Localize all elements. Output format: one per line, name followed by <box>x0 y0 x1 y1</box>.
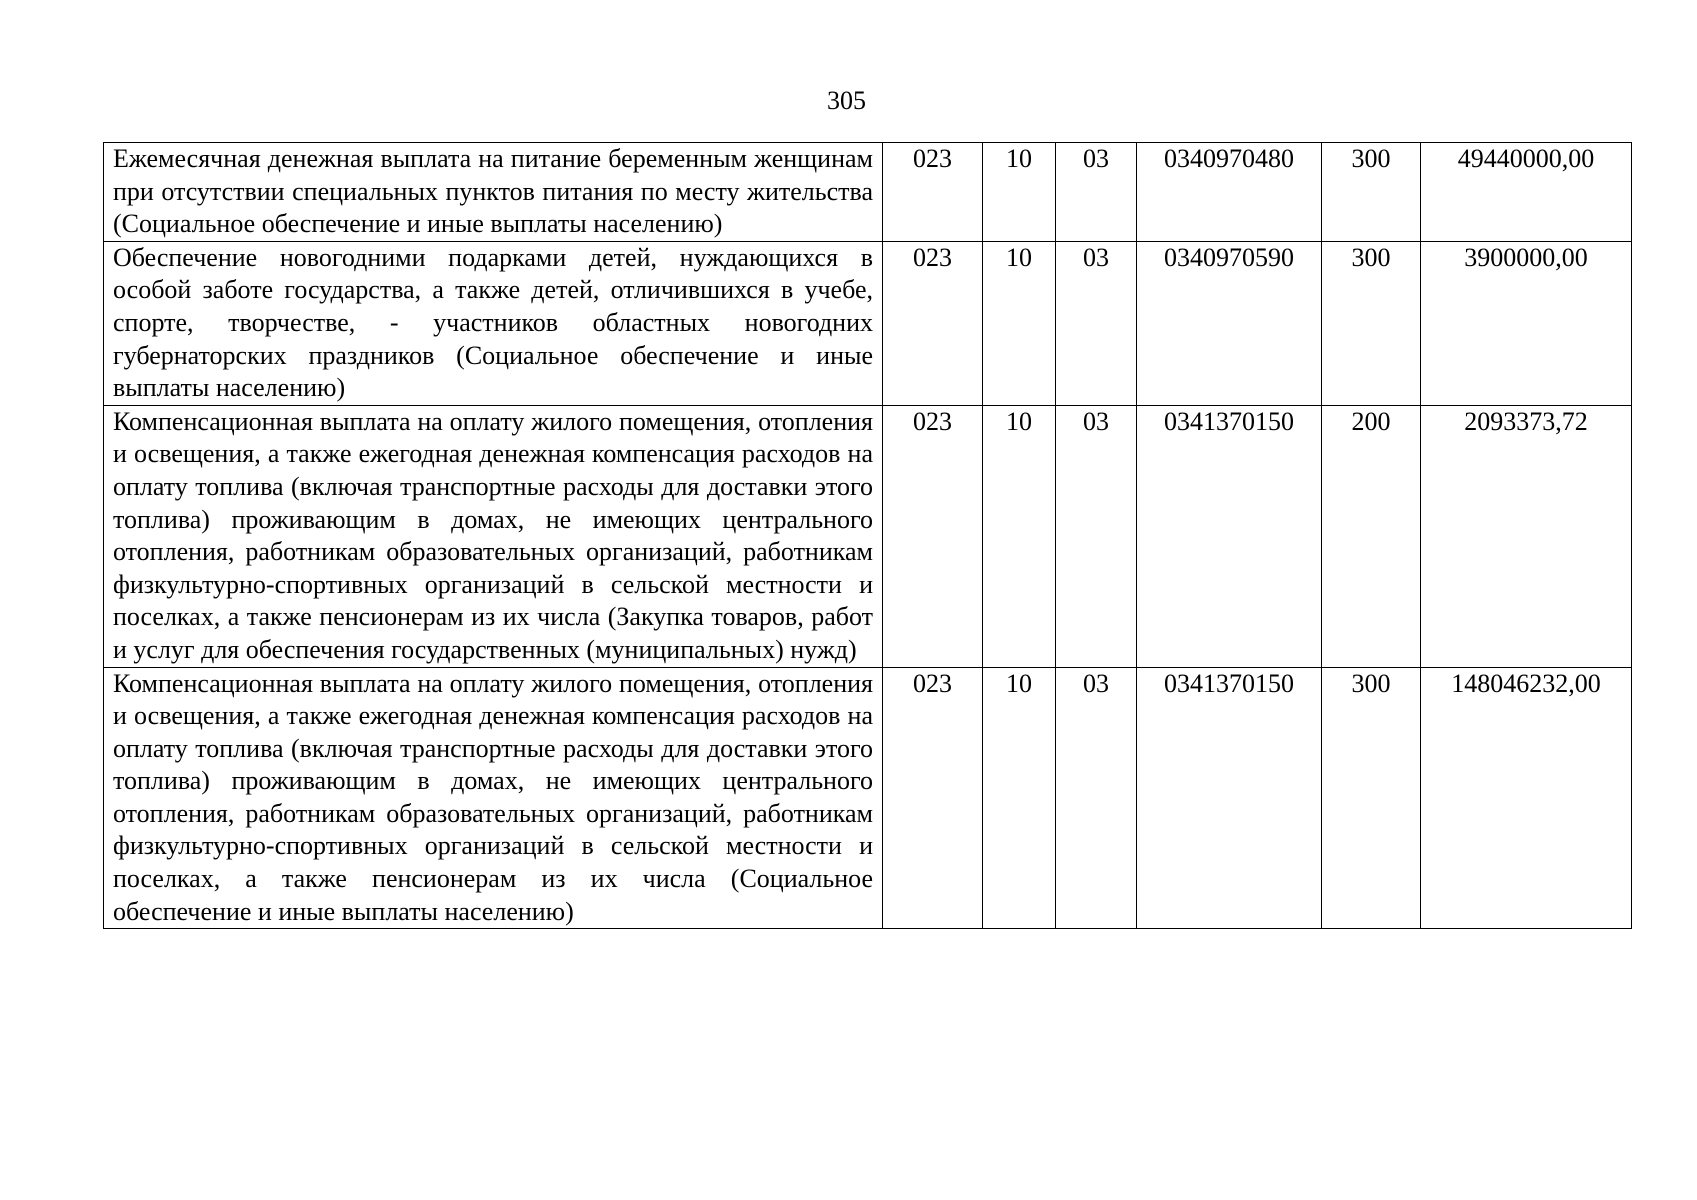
row-sum: 2093373,72 <box>1421 405 1632 667</box>
row-grbs-code: 023 <box>883 143 983 242</box>
row-target-article-code: 0340970480 <box>1137 143 1322 242</box>
row-section-code: 10 <box>983 143 1056 242</box>
row-description: Компенсационная выплата на оплату жилого помещения, отопления и освещения, а также ежегодная денежная компенсация расходов на оплату топлива (включая транспортные расходы для доставки этого топлива) проживающим в домах, не имеющих центрального отопления, работникам образовательных организаций, работникам физкультурно-спортивных организаций в сельской местности и поселках, а также пенсионерам из их числа (Закупка товаров, работ и услуг для обеспечения государственных (муниципальных) нужд) <box>104 405 883 667</box>
row-description: Компенсационная выплата на оплату жилого помещения, отопления и освещения, а также ежегодная денежная компенсация расходов на оплату топлива (включая транспортные расходы для доставки этого топлива) проживающим в домах, не имеющих центрального отопления, работникам образовательных организаций, работникам физкультурно-спортивных организаций в сельской местности и поселках, а также пенсионерам из их числа (Социальное обеспечение и иные выплаты населению) <box>104 667 883 929</box>
row-description: Обеспечение новогодними подарками детей, нуждающихся в особой заботе государства, а также детей, отличившихся в учебе, спорте, творчестве, - участников областных новогодних губернаторских праздников (Социальное обеспечение и иные выплаты населению) <box>104 241 883 405</box>
row-expense-type-code: 300 <box>1322 667 1421 929</box>
row-grbs-code: 023 <box>883 241 983 405</box>
row-description: Ежемесячная денежная выплата на питание беременным женщинам при отсутствии специальных пунктов питания по месту жительства (Социальное обеспечение и иные выплаты населению) <box>104 143 883 242</box>
row-sum: 3900000,00 <box>1421 241 1632 405</box>
page-number <box>0 86 1697 116</box>
table-row <box>104 667 1632 929</box>
row-section-code: 10 <box>983 241 1056 405</box>
table-row <box>104 405 1632 667</box>
row-subsection-code: 03 <box>1056 241 1137 405</box>
row-subsection-code: 03 <box>1056 405 1137 667</box>
page-number-text: 305 <box>827 86 866 115</box>
row-subsection-code: 03 <box>1056 143 1137 242</box>
budget-table <box>103 142 1632 929</box>
row-sum: 49440000,00 <box>1421 143 1632 242</box>
table-row <box>104 241 1632 405</box>
row-target-article-code: 0340970590 <box>1137 241 1322 405</box>
row-sum: 148046232,00 <box>1421 667 1632 929</box>
row-section-code: 10 <box>983 667 1056 929</box>
row-expense-type-code: 200 <box>1322 405 1421 667</box>
row-grbs-code: 023 <box>883 405 983 667</box>
row-expense-type-code: 300 <box>1322 241 1421 405</box>
table-row <box>104 143 1632 242</box>
row-section-code: 10 <box>983 405 1056 667</box>
row-target-article-code: 0341370150 <box>1137 405 1322 667</box>
row-expense-type-code: 300 <box>1322 143 1421 242</box>
row-grbs-code: 023 <box>883 667 983 929</box>
row-subsection-code: 03 <box>1056 667 1137 929</box>
row-target-article-code: 0341370150 <box>1137 667 1322 929</box>
